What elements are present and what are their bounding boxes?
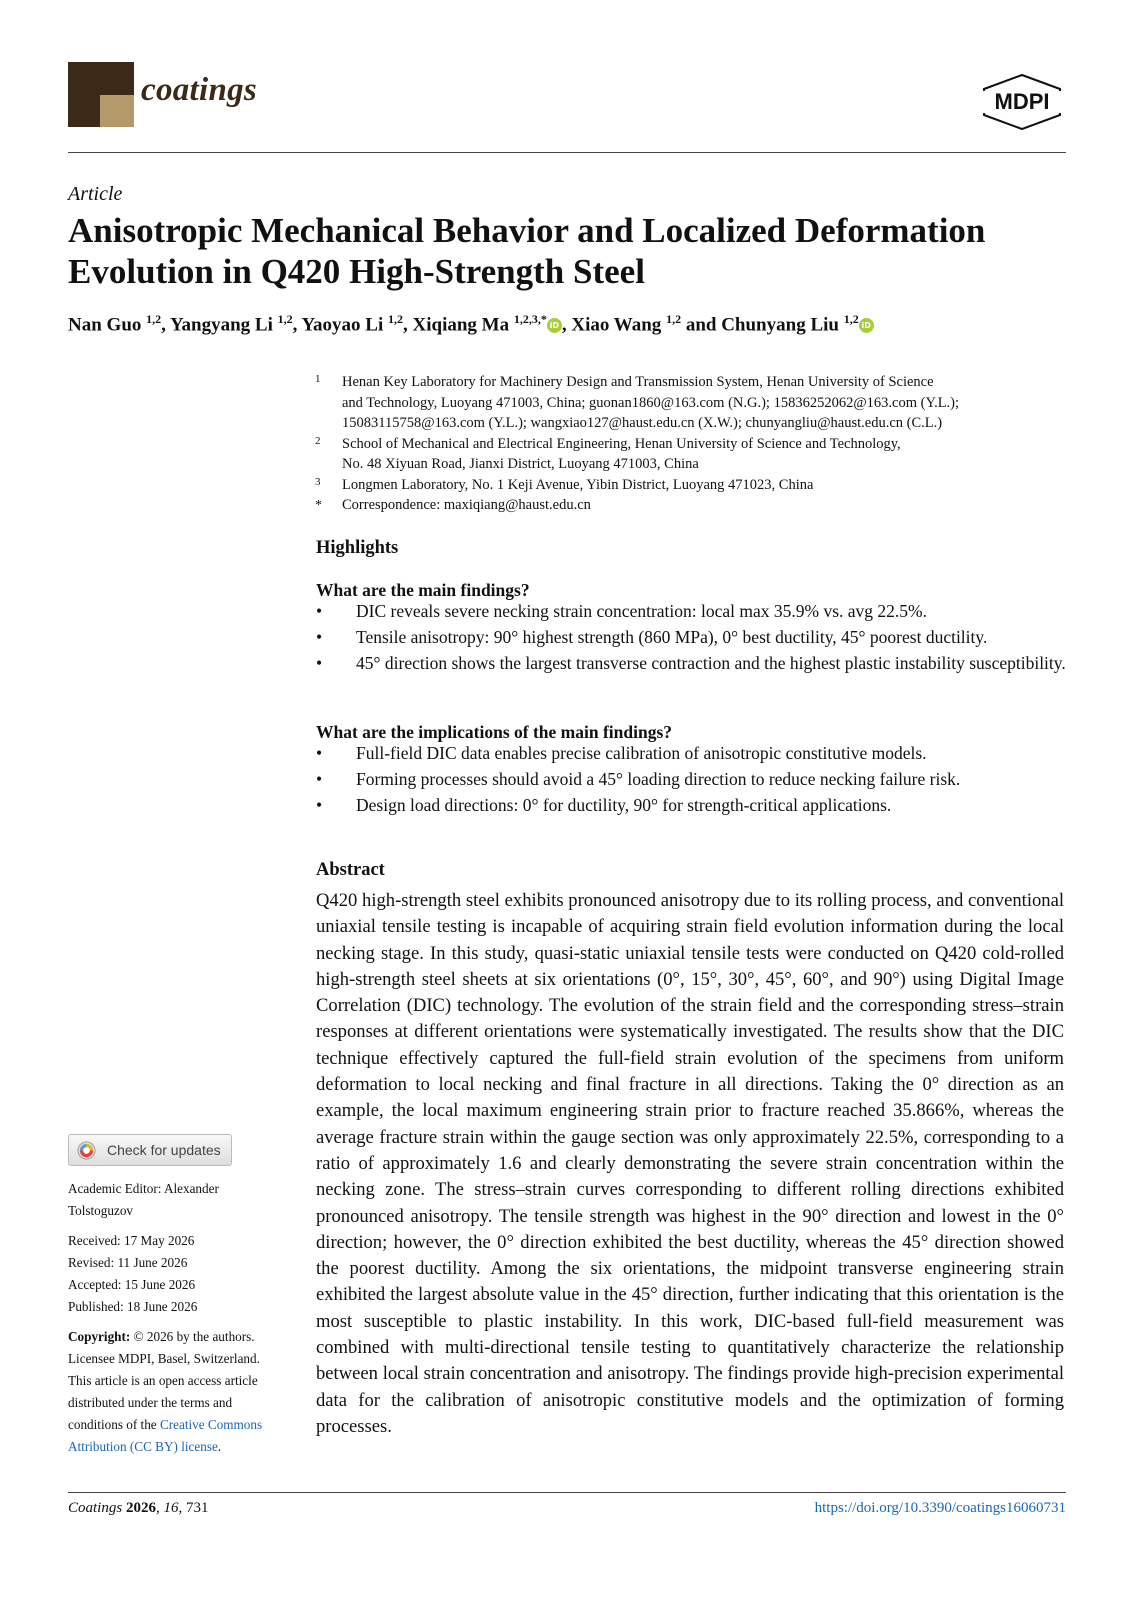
copyright-text: conditions of the [68,1417,160,1432]
list-item-text: Tensile anisotropy: 90° highest strength (860 MPa), 0° best ductility, 45° poorest ductility. [356,627,988,647]
list-item [316,598,1076,624]
list-item [316,740,1076,766]
citation-line: Coatings 2026, 16, 731 [68,1500,209,1516]
author-and: and [681,314,722,336]
list-item [316,624,1076,650]
academic-editor-line: Academic Editor: Alexander [68,1181,219,1196]
footer-year: 2026 [125,1500,156,1516]
correspondence [312,495,1072,516]
author-name: Nan Guo [68,314,142,336]
copyright-line [68,1414,288,1436]
list-item [316,650,1076,676]
copyright-line [68,1436,288,1458]
journal-logo-inner [100,95,134,127]
paper-title [68,210,1068,292]
author-affil: 1,2,3,* [513,312,547,326]
author-affil: 1,2 [666,312,682,326]
cc-license-link[interactable]: Attribution (CC BY) license [68,1439,218,1454]
author-name: Yangyang Li [169,314,273,336]
highlights-question-1: What are the main findings? [316,580,530,600]
list-item-text: Full-field DIC data enables precise calibration of anisotropic constitutive models. [356,743,927,763]
copyright-line [68,1326,288,1348]
title-line-1: Anisotropic Mechanical Behavior and Localized Deformation [68,211,986,250]
accepted-date: Accepted: 15 June 2026 [68,1277,196,1292]
check-for-updates-button[interactable] [68,1134,232,1166]
bullet-icon: • [316,769,323,789]
check-updates-icon [77,1141,96,1160]
published-date: Published: 18 June 2026 [68,1299,198,1314]
affiliation-marker: 2 [315,434,321,447]
author-affil: 1,2 [388,312,404,326]
footer-article-number: 731 [185,1500,209,1516]
academic-editor-name: Tolstoguzov [68,1203,134,1218]
bullet-icon: • [316,653,323,673]
author-separator: , [403,314,413,336]
list-item-text: DIC reveals severe necking strain concentration: local max 35.9% vs. avg 22.5%. [356,601,927,621]
affiliations [312,372,1072,516]
author-separator: , [561,314,572,336]
bullet-icon: • [316,627,323,647]
bullet-icon: • [316,743,323,763]
bullet-icon: • [316,795,323,815]
mdpi-logo [978,73,1066,131]
copyright-text: © 2026 by the authors. [130,1329,255,1344]
abstract-text: Q420 high-strength steel exhibits pronounced anisotropy due to its rolling process, and conventional uniaxial tensile testing is incapable of acquiring strain field evolution information during the local necking stage. In this study, quasi-static uniaxial tensile tests were conducted on Q420 cold-rolled high-strength steel sheets at six orientations (0°, 15°, 30°, 45°, 60°, and 90°) using Digital Image Correlation (DIC) technology. The evolution of the strain field and the corresponding stress–strain responses at different orientations were systematically investigated. The results show that the DIC technique effectively captured the full-field strain evolution of the specimens from uniform deformation to local necking and final fracture in all directions. Taking the 0° direction as an example, the local maximum engineering strain prior to fracture reached 35.866%, whereas the average fracture strain within the gauge section was only approximately 22.5%, corresponding to a ratio of approximately 1.6 and clearly demonstrating the severe strain concentration within the necking zone. The stress–strain curves corresponding to different rolling directions exhibited pronounced anisotropy. The tensile strength was highest in the 90° direction and lowest in the 0° direction; however, the 0° direction exhibited the best ductility, whereas the 45° direction showed the poorest ductility. Among the six orientations, the midpoint transverse engineering strain exhibited the largest absolute value in the 45° direction, further indicating that this orientation is the most susceptible to plastic instability. In this work, DIC-based full-field measurement was combined with multi-directional tensile testing to quantitatively characterize the relationship between local strain concentration and anisotropy. The findings provide high-precision experimental data for the calibration of anisotropic constitutive models and the optimization of forming processes. [316,890,1064,1437]
affiliation-line: No. 48 Xiyuan Road, Jianxi District, Luoyang 471003, China [342,456,699,472]
affiliation-line: School of Mechanical and Electrical Engineering, Henan University of Science and Technology, [342,435,901,452]
footer-volume: 16 [163,1500,179,1516]
revised-date: Revised: 11 June 2026 [68,1255,188,1270]
abstract-heading: Abstract [316,860,385,880]
title-line-2: Evolution in Q420 High-Strength Steel [68,252,645,291]
author-name: Chunyang Liu [721,314,839,336]
footer-journal: Coatings [68,1500,123,1516]
list-item-text: Forming processes should avoid a 45° loading direction to reduce necking failure risk. [356,769,961,789]
copyright-line: Licensee MDPI, Basel, Switzerland. [68,1351,260,1366]
affiliation-marker: 3 [315,475,321,488]
author-name: Xiao Wang [571,314,662,336]
author-list [68,312,1068,336]
author-separator: , [161,314,170,336]
author-affil: 1,2 [146,312,162,326]
author-separator: , [292,314,302,336]
orcid-icon[interactable]: iD [859,318,874,333]
check-updates-label: Check for updates [107,1142,221,1158]
affiliation-marker: 1 [315,373,321,385]
list-item-text: Design load directions: 0° for ductility, 90° for strength-critical applications. [356,795,892,815]
copyright-text: . [217,1439,222,1454]
cc-license-link[interactable]: Creative Commons [159,1417,263,1432]
copyright-line: distributed under the terms and [68,1395,233,1410]
footer-divider [68,1492,1066,1493]
received-date: Received: 17 May 2026 [68,1233,195,1248]
article-info-sidebar [68,1178,288,1458]
affiliation-line: 15083115758@163.com (Y.L.); wangxiao127@haust.edu.cn (X.W.); chunyangliu@haust.edu.cn (C.L.) [342,415,943,431]
list-item [316,766,1076,792]
copyright-label: Copyright: [68,1329,131,1344]
mdpi-logo-text: MDPI [994,89,1050,114]
copyright-line: This article is an open access article [68,1373,258,1388]
author-name: Yaoyao Li [301,314,384,336]
bullet-icon: • [316,601,323,621]
journal-name: coatings [141,72,258,108]
affiliation-1 [312,372,1072,434]
header-divider [68,152,1066,153]
affiliation-line: and Technology, Luoyang 471003, China; guonan1860@163.com (N.G.); 15836252062@163.com (Y.L.); [342,394,960,411]
highlights-question-2: What are the implications of the main findings? [316,722,673,742]
orcid-icon[interactable]: iD [547,318,562,333]
affiliation-3 [312,475,1072,496]
list-item [316,792,1076,818]
doi-link[interactable]: https://doi.org/10.3390/coatings16060731 [814,1500,1066,1516]
affiliation-2 [312,434,1072,475]
highlights-heading: Highlights [316,538,399,558]
affiliation-line: Henan Key Laboratory for Machinery Design and Transmission System, Henan University of Science [342,374,934,390]
correspondence-line: Correspondence: maxiqiang@haust.edu.cn [342,497,591,513]
author-affil: 1,2 [277,312,293,326]
affiliation-line: Longmen Laboratory, No. 1 Keji Avenue, Yibin District, Luoyang 471023, China [342,476,814,493]
list-item-text: 45° direction shows the largest transverse contraction and the highest plastic instability susceptibility. [356,653,1066,673]
author-name: Xiqiang Ma [412,314,510,336]
author-affil: 1,2 [843,312,859,326]
article-type: Article [68,183,123,205]
correspondence-marker: * [315,498,322,513]
